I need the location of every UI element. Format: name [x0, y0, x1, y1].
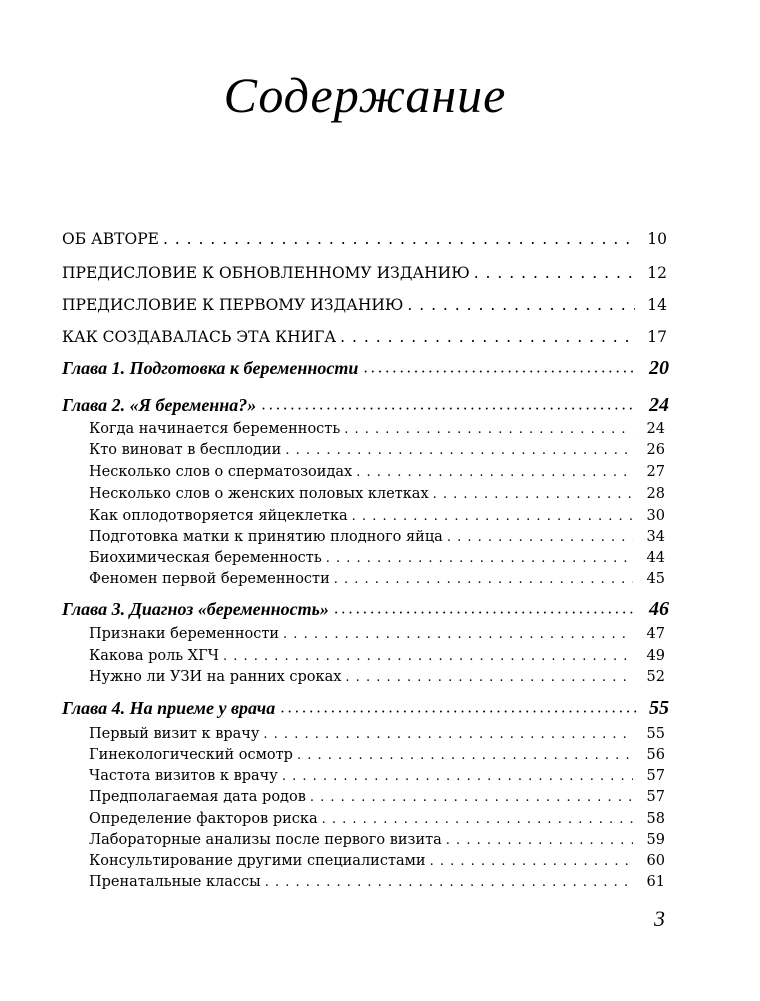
- dot-leader: [262, 405, 637, 413]
- dot-leader: [447, 530, 633, 545]
- dot-leader: [282, 769, 633, 784]
- toc-section-label: Первый визит к врачу: [89, 726, 260, 742]
- toc-section-page: 60: [646, 853, 665, 869]
- toc-chapter-label: Глава 3. Диагноз «беременность»: [62, 599, 329, 619]
- toc-entry-label: ПРЕДИСЛОВИЕ К ОБНОВЛЕННОМУ ИЗДАНИЮ: [62, 264, 470, 282]
- toc-section-label: Какова роль ХГЧ: [89, 648, 219, 664]
- toc-section-label: Лабораторные анализы после первого визита: [89, 832, 442, 848]
- toc-chapter-label: Глава 1. Подготовка к беременности: [62, 358, 359, 378]
- dot-leader: [322, 812, 633, 827]
- toc-entry-label: ПРЕДИСЛОВИЕ К ПЕРВОМУ ИЗДАНИЮ: [62, 296, 404, 314]
- toc-chapter-page: 20: [649, 357, 669, 379]
- toc-section-page: 61: [646, 874, 665, 890]
- toc-section-page: 58: [646, 811, 665, 827]
- toc-section-label: Предполагаемая дата родов: [89, 789, 306, 805]
- dot-leader: [285, 443, 633, 458]
- toc-section[interactable]: [89, 789, 665, 805]
- toc-section[interactable]: [89, 726, 665, 742]
- page-title: Содержание: [223, 67, 507, 123]
- toc-section[interactable]: [89, 811, 665, 827]
- toc-entry-page: 17: [647, 328, 667, 346]
- dot-leader: [310, 790, 633, 805]
- dot-leader: [344, 422, 633, 437]
- dot-leader: [297, 748, 633, 763]
- toc-section-label: Частота визитов к врачу: [89, 768, 278, 784]
- toc-section[interactable]: [89, 832, 665, 848]
- toc-section-page: 57: [646, 768, 665, 784]
- toc-section[interactable]: [89, 529, 665, 545]
- toc-section-label: Биохимическая беременность: [89, 550, 322, 566]
- toc-section-page: 49: [646, 648, 665, 664]
- toc-section[interactable]: [89, 464, 665, 480]
- toc-entry-front[interactable]: [62, 296, 667, 314]
- toc-chapter-page: 46: [649, 598, 669, 620]
- toc-entry-front[interactable]: [62, 264, 667, 282]
- dot-leader: [340, 328, 635, 346]
- toc-section-page: 52: [646, 669, 665, 685]
- toc-section[interactable]: [89, 747, 665, 763]
- toc-section-page: 28: [646, 486, 665, 502]
- dot-leader: [265, 875, 633, 890]
- toc-section-label: Кто виноват в бесплодии: [89, 442, 282, 458]
- toc-chapter-page: 24: [649, 394, 669, 416]
- toc-section-page: 24: [646, 421, 665, 437]
- toc-section-label: Когда начинается беременность: [89, 421, 341, 437]
- toc-section[interactable]: [89, 648, 665, 664]
- toc-chapter[interactable]: [62, 357, 669, 380]
- toc-section-label: Несколько слов о женских половых клетках: [89, 486, 429, 502]
- toc-section-page: 44: [646, 550, 665, 566]
- dot-leader: [364, 368, 637, 376]
- toc-section-label: Консультирование другими специалистами: [89, 853, 426, 869]
- toc-section-page: 56: [646, 747, 665, 763]
- toc-chapter[interactable]: [62, 697, 669, 720]
- toc-section[interactable]: [89, 853, 665, 869]
- dot-leader: [446, 833, 633, 848]
- toc-chapter[interactable]: [62, 394, 669, 417]
- dot-leader: [163, 230, 635, 248]
- toc-section[interactable]: [89, 874, 665, 890]
- toc-section[interactable]: [89, 508, 665, 524]
- toc-entry-front[interactable]: [62, 328, 667, 346]
- dot-leader: [474, 264, 635, 282]
- toc-section[interactable]: [89, 571, 665, 587]
- toc-section[interactable]: [89, 442, 665, 458]
- toc-section[interactable]: [89, 421, 665, 437]
- toc-entry-label: ОБ АВТОРЕ: [62, 230, 159, 248]
- dot-leader: [326, 551, 633, 566]
- toc-entry-page: 10: [647, 230, 667, 248]
- toc-entry-page: 12: [647, 264, 667, 282]
- toc-section[interactable]: [89, 626, 665, 642]
- dot-leader: [352, 509, 633, 524]
- toc-section-label: Гинекологический осмотр: [89, 747, 293, 763]
- dot-leader: [356, 465, 633, 480]
- dot-leader: [263, 727, 633, 742]
- toc-section-label: Нужно ли УЗИ на ранних сроках: [89, 669, 342, 685]
- toc-section[interactable]: [89, 669, 665, 685]
- toc-section-page: 57: [646, 789, 665, 805]
- toc-section[interactable]: [89, 550, 665, 566]
- dot-leader: [335, 609, 637, 617]
- toc-section-page: 59: [646, 832, 665, 848]
- dot-leader: [430, 854, 633, 869]
- toc-section-page: 55: [646, 726, 665, 742]
- toc-section-label: Как оплодотворяется яйцеклетка: [89, 508, 348, 524]
- dot-leader: [281, 708, 637, 716]
- dot-leader: [433, 487, 633, 502]
- toc-chapter-page: 55: [649, 697, 669, 719]
- dot-leader: [407, 296, 635, 314]
- toc-chapter-label: Глава 4. На приеме у врача: [62, 698, 276, 718]
- toc-section-page: 30: [646, 508, 665, 524]
- toc-entry-label: КАК СОЗДАВАЛАСЬ ЭТА КНИГА: [62, 328, 337, 346]
- page-number: 3: [654, 906, 665, 931]
- toc-section-label: Определение факторов риска: [89, 811, 318, 827]
- dot-leader: [283, 627, 633, 642]
- toc-section-page: 34: [646, 529, 665, 545]
- toc-section[interactable]: [89, 768, 665, 784]
- toc-chapter[interactable]: [62, 598, 669, 621]
- toc-section-page: 45: [646, 571, 665, 587]
- toc-entry-front[interactable]: [62, 230, 667, 248]
- toc-section-label: Феномен первой беременности: [89, 571, 330, 587]
- toc-section[interactable]: [89, 486, 665, 502]
- toc-section-page: 27: [646, 464, 665, 480]
- toc-chapter-label: Глава 2. «Я беременна?»: [62, 395, 257, 415]
- dot-leader: [334, 572, 633, 587]
- toc-entry-page: 14: [647, 296, 667, 314]
- toc-section-label: Подготовка матки к принятию плодного яйца: [89, 529, 443, 545]
- dot-leader: [223, 649, 633, 664]
- toc-section-label: Пренатальные классы: [89, 874, 261, 890]
- toc-section-page: 26: [646, 442, 665, 458]
- toc-section-label: Несколько слов о сперматозоидах: [89, 464, 353, 480]
- dot-leader: [345, 670, 633, 685]
- toc-section-label: Признаки беременности: [89, 626, 280, 642]
- toc-section-page: 47: [646, 626, 665, 642]
